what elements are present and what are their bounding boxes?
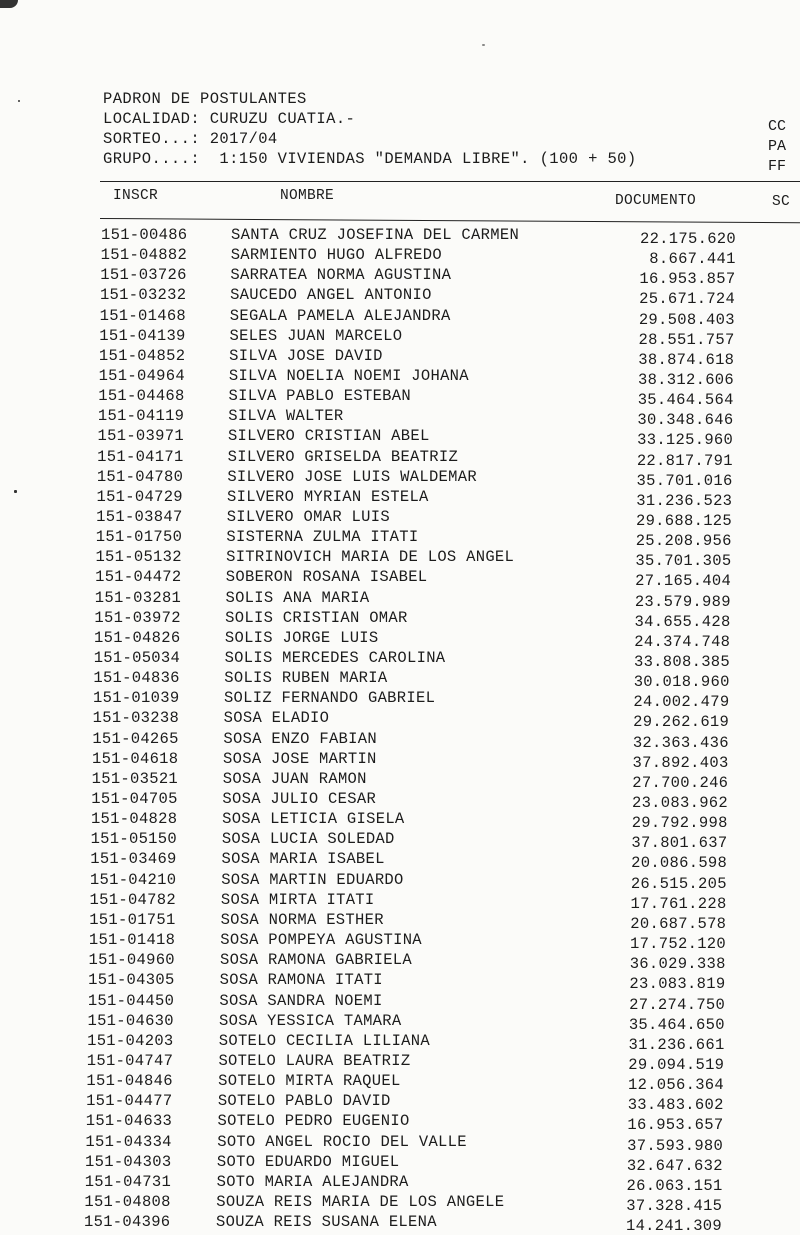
row-documento: 37.892.403 (632, 753, 729, 772)
localidad-value: CURUZU CUATIA.- (209, 110, 356, 128)
row-nombre: SELES JUAN MARCELO (229, 326, 403, 345)
row-nombre: SOTO EDUARDO MIGUEL (216, 1152, 400, 1171)
row-inscr: 151-04882 (100, 246, 188, 265)
row-nombre: SOSA ENZO FABIAN (223, 729, 377, 748)
row-inscr: 151-04450 (87, 991, 175, 1010)
row-documento: 29.508.403 (638, 310, 735, 329)
row-inscr: 151-04618 (91, 749, 179, 768)
row-nombre: SOSA LETICIA GISELA (222, 810, 405, 829)
row-nombre: SOTELO PEDRO EUGENIO (217, 1112, 410, 1131)
row-nombre: SOTO MARIA ALEJANDRA (216, 1172, 409, 1191)
row-nombre: SILVA PABLO ESTEBAN (228, 387, 411, 406)
row-nombre: SOTELO MIRTA RAQUEL (218, 1072, 401, 1091)
row-nombre: SAUCEDO ANGEL ANTONIO (230, 286, 432, 305)
row-documento: 37.328.415 (626, 1196, 723, 1215)
column-header-nombre: NOMBRE (280, 188, 335, 204)
row-inscr: 151-05034 (93, 649, 181, 668)
row-documento: 17.752.120 (629, 935, 726, 954)
row-documento: 37.801.637 (631, 834, 728, 853)
cut-text-2: PA (768, 138, 787, 155)
row-nombre: SILVERO OMAR LUIS (226, 508, 390, 527)
row-nombre: SILVA NOELIA NOEMI JOHANA (228, 367, 469, 385)
column-header-cut: SC (772, 194, 791, 210)
row-documento: 38.874.618 (638, 350, 735, 369)
row-documento: 23.083.819 (629, 975, 726, 994)
row-documento: 23.083.962 (631, 794, 728, 813)
row-documento: 27.274.750 (629, 995, 726, 1014)
row-nombre: SOSA MARIA ISABEL (221, 850, 385, 869)
row-inscr: 151-04265 (92, 729, 179, 748)
row-inscr: 151-04836 (93, 669, 180, 688)
row-nombre: SOSA MIRTA ITATI (220, 890, 375, 909)
row-inscr: 151-04210 (89, 870, 177, 889)
localidad-label: LOCALIDAD: (103, 110, 201, 128)
row-inscr: 151-05150 (90, 830, 177, 849)
row-documento: 27.700.246 (632, 773, 729, 792)
row-documento: 30.018.960 (633, 673, 730, 692)
row-inscr: 151-04305 (88, 971, 175, 990)
row-documento: 31.236.523 (636, 491, 733, 510)
row-documento: 33.808.385 (633, 653, 730, 672)
row-nombre: SOSA MARTIN EDUARDO (221, 870, 404, 889)
row-nombre: SITRINOVICH MARIA DE LOS ANGEL (226, 548, 515, 567)
row-inscr: 151-03972 (94, 608, 181, 627)
row-documento: 26.063.151 (626, 1176, 723, 1195)
row-inscr: 151-04782 (89, 890, 176, 909)
row-documento: 34.655.428 (634, 612, 731, 631)
row-nombre: SOTELO LAURA BEATRIZ (218, 1051, 411, 1070)
row-documento: 14.241.309 (625, 1217, 722, 1235)
row-nombre: SARRATEA NORMA AGUSTINA (230, 266, 452, 285)
row-nombre: SILVERO GRISELDA BEATRIZ (227, 447, 459, 466)
row-nombre: SILVERO MYRIAN ESTELA (227, 487, 429, 506)
row-nombre: SOTELO PABLO DAVID (217, 1092, 391, 1111)
row-documento: 24.374.748 (634, 632, 731, 651)
row-nombre: SOTELO CECILIA LILIANA (218, 1031, 430, 1050)
cut-text-3: FF (768, 158, 787, 175)
row-documento: 26.515.205 (630, 874, 727, 893)
row-nombre: SOSA RAMONA GABRIELA (219, 951, 412, 970)
row-documento: 12.056.364 (627, 1076, 724, 1095)
row-inscr: 151-01750 (95, 528, 183, 547)
row-inscr: 151-04731 (84, 1172, 172, 1191)
row-inscr: 151-04960 (88, 951, 175, 970)
row-inscr: 151-03469 (90, 850, 177, 869)
row-inscr: 151-04171 (97, 447, 184, 466)
row-documento: 16.953.857 (639, 270, 736, 289)
row-documento: 22.175.620 (639, 230, 736, 248)
row-inscr: 151-04780 (96, 467, 184, 486)
row-nombre: SOSA LUCIA SOLEDAD (221, 830, 395, 849)
row-nombre: SOLIS ANA MARIA (225, 588, 370, 607)
row-documento: 31.236.661 (628, 1035, 725, 1054)
row-documento: 16.953.657 (627, 1116, 724, 1135)
row-inscr: 151-03521 (91, 769, 179, 788)
row-inscr: 151-04964 (98, 367, 185, 385)
row-inscr: 151-03726 (100, 266, 187, 285)
row-inscr: 151-03847 (96, 508, 183, 527)
row-inscr: 151-04468 (98, 387, 185, 406)
row-inscr: 151-04139 (99, 326, 186, 345)
row-documento: 23.579.989 (634, 592, 731, 611)
row-inscr: 151-04119 (97, 407, 185, 426)
sorteo-value: 2017/04 (209, 130, 278, 148)
row-documento: 32.647.632 (626, 1156, 723, 1175)
row-inscr: 151-01418 (88, 931, 176, 950)
column-header-documento: DOCUMENTO (615, 193, 697, 209)
grupo-value: 1:150 VIVIENDAS "DEMANDA LIBRE". (100 + 50) (219, 150, 637, 168)
row-documento: 25.671.724 (639, 290, 736, 309)
row-inscr: 151-01039 (93, 689, 180, 708)
row-nombre: SOSA RAMONA ITATI (219, 971, 383, 990)
scan-mark (0, 0, 18, 8)
row-inscr: 151-04396 (84, 1213, 171, 1232)
row-inscr: 151-04828 (90, 810, 178, 829)
row-inscr: 151-04633 (85, 1112, 173, 1131)
row-documento: 29.688.125 (635, 512, 732, 531)
row-documento: 33.483.602 (627, 1096, 724, 1115)
column-header-inscr: INSCR (113, 188, 159, 204)
row-nombre: SILVERO CRISTIAN ABEL (227, 427, 430, 446)
header-top-rule (100, 181, 800, 182)
sorteo-label: SORTEO...: (103, 130, 201, 148)
row-documento: 20.086.598 (631, 854, 728, 873)
cut-text-1: CC (768, 118, 787, 135)
row-inscr: 151-01468 (99, 306, 187, 325)
row-inscr: 151-00486 (101, 226, 188, 244)
row-documento: 17.761.228 (630, 894, 727, 913)
row-documento: 35.464.650 (628, 1015, 725, 1034)
row-nombre: SILVA JOSE DAVID (229, 346, 383, 365)
row-nombre: SOSA ELADIO (223, 709, 330, 728)
row-documento: 25.208.956 (635, 532, 732, 551)
row-nombre: SOUZA REIS SUSANA ELENA (216, 1213, 437, 1232)
header-bottom-rule (100, 218, 800, 223)
row-nombre: SOSA SANDRA NOEMI (219, 991, 383, 1010)
scan-speck (18, 100, 20, 102)
row-inscr: 151-01751 (89, 910, 176, 929)
row-nombre: SOSA JOSE MARTIN (223, 749, 377, 768)
row-nombre: SOLIS JORGE LUIS (224, 628, 379, 647)
row-documento: 33.125.960 (637, 431, 734, 450)
row-nombre: SOSA JUAN RAMON (222, 769, 367, 788)
row-inscr: 151-04477 (86, 1092, 173, 1111)
row-inscr: 151-04852 (98, 346, 186, 365)
row-nombre: SOSA JULIO CESAR (222, 790, 377, 809)
row-nombre: SOSA NORMA ESTHER (220, 910, 384, 929)
row-inscr: 151-04630 (87, 1011, 174, 1030)
sorteo-line (103, 130, 278, 148)
row-inscr: 151-03232 (99, 286, 187, 305)
row-inscr: 151-04472 (95, 568, 182, 587)
row-inscr: 151-03971 (97, 427, 184, 446)
row-nombre: SOBERON ROSANA ISABEL (225, 568, 428, 587)
row-documento: 29.262.619 (633, 713, 730, 732)
row-documento: 36.029.338 (629, 955, 726, 974)
row-inscr: 151-04826 (94, 628, 181, 647)
row-nombre: SOSA YESSICA TAMARA (219, 1011, 402, 1030)
row-documento: 24.002.479 (633, 693, 730, 712)
row-nombre: SILVERO JOSE LUIS WALDEMAR (227, 467, 477, 486)
row-inscr: 151-04846 (86, 1072, 173, 1091)
row-documento: 22.817.791 (636, 451, 733, 470)
row-documento: 30.348.646 (637, 411, 734, 430)
row-inscr: 151-04729 (96, 487, 183, 506)
row-documento: 35.701.016 (636, 471, 733, 490)
row-nombre: SOUZA REIS MARIA DE LOS ANGELE (216, 1192, 505, 1211)
row-inscr: 151-05132 (95, 548, 182, 567)
grupo-label: GRUPO....: (103, 150, 201, 168)
localidad-line (103, 110, 355, 128)
row-nombre: SISTERNA ZULMA ITATI (226, 528, 419, 547)
row-inscr: 151-03281 (94, 588, 182, 607)
row-nombre: SOLIS CRISTIAN OMAR (225, 608, 408, 627)
row-nombre: SEGALA PAMELA ALEJANDRA (229, 306, 451, 325)
grupo-line (103, 150, 637, 168)
row-documento: 29.792.998 (631, 814, 728, 833)
row-documento: 28.551.757 (638, 330, 735, 349)
row-documento: 20.687.578 (630, 914, 727, 933)
row-nombre: SOTO ANGEL ROCIO DEL VALLE (217, 1132, 467, 1151)
row-documento: 38.312.606 (637, 371, 734, 389)
row-inscr: 151-04203 (87, 1031, 174, 1050)
row-inscr: 151-03238 (92, 709, 180, 728)
row-inscr: 151-04808 (84, 1192, 171, 1211)
scan-speck (14, 490, 17, 493)
row-nombre: SOLIS MERCEDES CAROLINA (224, 649, 446, 668)
row-documento: 27.165.404 (635, 572, 732, 591)
row-inscr: 151-04747 (86, 1051, 174, 1070)
row-documento: 37.593.980 (627, 1136, 724, 1155)
scan-speck (482, 44, 485, 46)
row-documento: 29.094.519 (628, 1055, 725, 1074)
row-documento: 32.363.436 (632, 733, 729, 752)
row-nombre: SARMIENTO HUGO ALFREDO (230, 246, 442, 265)
document-title: PADRON DE POSTULANTES (103, 90, 307, 108)
row-nombre: SOLIS RUBEN MARIA (224, 669, 388, 688)
row-nombre: SILVA WALTER (228, 407, 344, 426)
row-inscr: 151-04705 (91, 790, 178, 809)
row-nombre: SOSA POMPEYA AGUSTINA (220, 931, 422, 950)
row-documento: 35.464.564 (637, 391, 734, 410)
row-inscr: 151-04334 (85, 1132, 172, 1151)
row-documento: 35.701.305 (635, 552, 732, 571)
row-nombre: SOLIZ FERNANDO GABRIEL (223, 689, 436, 708)
row-inscr: 151-04303 (85, 1152, 172, 1171)
row-nombre: SANTA CRUZ JOSEFINA DEL CARMEN (231, 226, 520, 244)
row-documento: 8.667.441 (649, 250, 736, 269)
